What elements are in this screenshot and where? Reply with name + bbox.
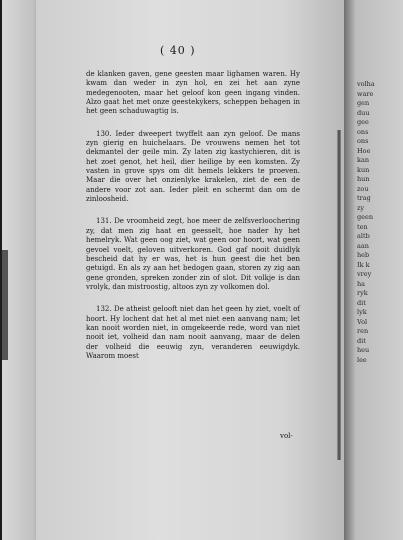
facing-line: gee [357, 118, 369, 126]
facing-line: zou [357, 184, 369, 193]
facing-line: gen [357, 99, 370, 107]
paragraph-130: 130. Ieder dweepert twyffelt aan zyn geloof. De mans zyn gierig en huichelaars. De vrouwens nemen het tot dekmantel der geile min. Zy laten zig kastychieren, dit is het zoet genot, het heil, dier heilige by een komsten. Zy vasten in grove spys om dit hemels lekkers te proeven. Maar die over het onzienlyke krakelen, ziet de een de andere voor zot aan. Ieder pleit en schermt dan om de zinloosheid. [86, 129, 300, 204]
facing-line: heb [357, 251, 370, 259]
facing-line: ha [357, 279, 366, 288]
facing-line: altb [357, 232, 370, 240]
facing-line: lee [357, 355, 367, 364]
facing-line: hun [357, 175, 370, 183]
facing-line: geen [357, 213, 374, 221]
facing-line: zy [357, 203, 365, 212]
facing-line: ons [357, 127, 369, 136]
facing-line: ren [357, 327, 369, 335]
facing-line: dit [357, 336, 366, 345]
binding-clip [2, 250, 8, 360]
facing-page-text [357, 80, 403, 365]
facing-line: volha [357, 80, 375, 88]
page-body [86, 70, 300, 374]
facing-line: vrey [357, 270, 372, 278]
facing-line: kun [357, 165, 370, 174]
facing-line: ware [357, 89, 374, 98]
facing-line: kan [357, 156, 370, 164]
facing-line: aan [357, 241, 369, 250]
facing-line: ryk [357, 289, 368, 297]
paragraph-continuation: de klanken gaven, gene geesten maar lighamen waren. Hy kwam dan weder in zyn hol, en zei het aan zyne medegenooten, maar het geloof kon geen ingang vinden. Alzo gaat het met onze geestekykers, scheppen behagen in het geen schaduwagtig is. [86, 70, 300, 116]
facing-line: Ik k [357, 260, 370, 269]
paragraph-132: 132. De atheist gelooft niet dan het geen hy ziet, voelt of hoort. Hy lochent dat het al met niet een aanvang nam; let kan nooit worden niet, in omgekeerde rede, word van niet nooit iet, volheid dan nam nooit aanvang, maar de delen der volheid die eeuwig zyn, veranderen eeuwigdyk. Waarom moest [86, 305, 300, 360]
facing-line: Hoe [357, 146, 371, 155]
facing-line: heu [357, 346, 370, 354]
facing-line: ten [357, 222, 368, 231]
facing-line: Vol [357, 317, 368, 326]
page-gutter [337, 130, 341, 460]
facing-line: dit [357, 298, 366, 307]
facing-line: duu [357, 108, 370, 117]
facing-line: ons [357, 137, 369, 145]
paragraph-131: 131. De vroomheid zegt, hoe meer de zelfsverloochering zy, dat men zig haat en geesselt, hoe nader hy het hemelryk. Wat geen oog ziet, wat geen oor hoort, wat geen gevoel voelt, geloven uitverkoren. God gaf nooit duidlyk bescheid dat hy er was, het is hun geest die het ben getuigd. En als zy aan het bedogen gaan, storen zy zig aan gene gronden, spreken zonder zin of slot. Dit volkje is dan vrolyk, dan mistroostig, altoos zyn zy volkomen dol. [86, 217, 300, 291]
catchword: vol- [280, 432, 293, 440]
page-number: ( 40 ) [160, 44, 196, 57]
facing-line: lyk [357, 308, 367, 316]
facing-line: trag [357, 194, 371, 202]
